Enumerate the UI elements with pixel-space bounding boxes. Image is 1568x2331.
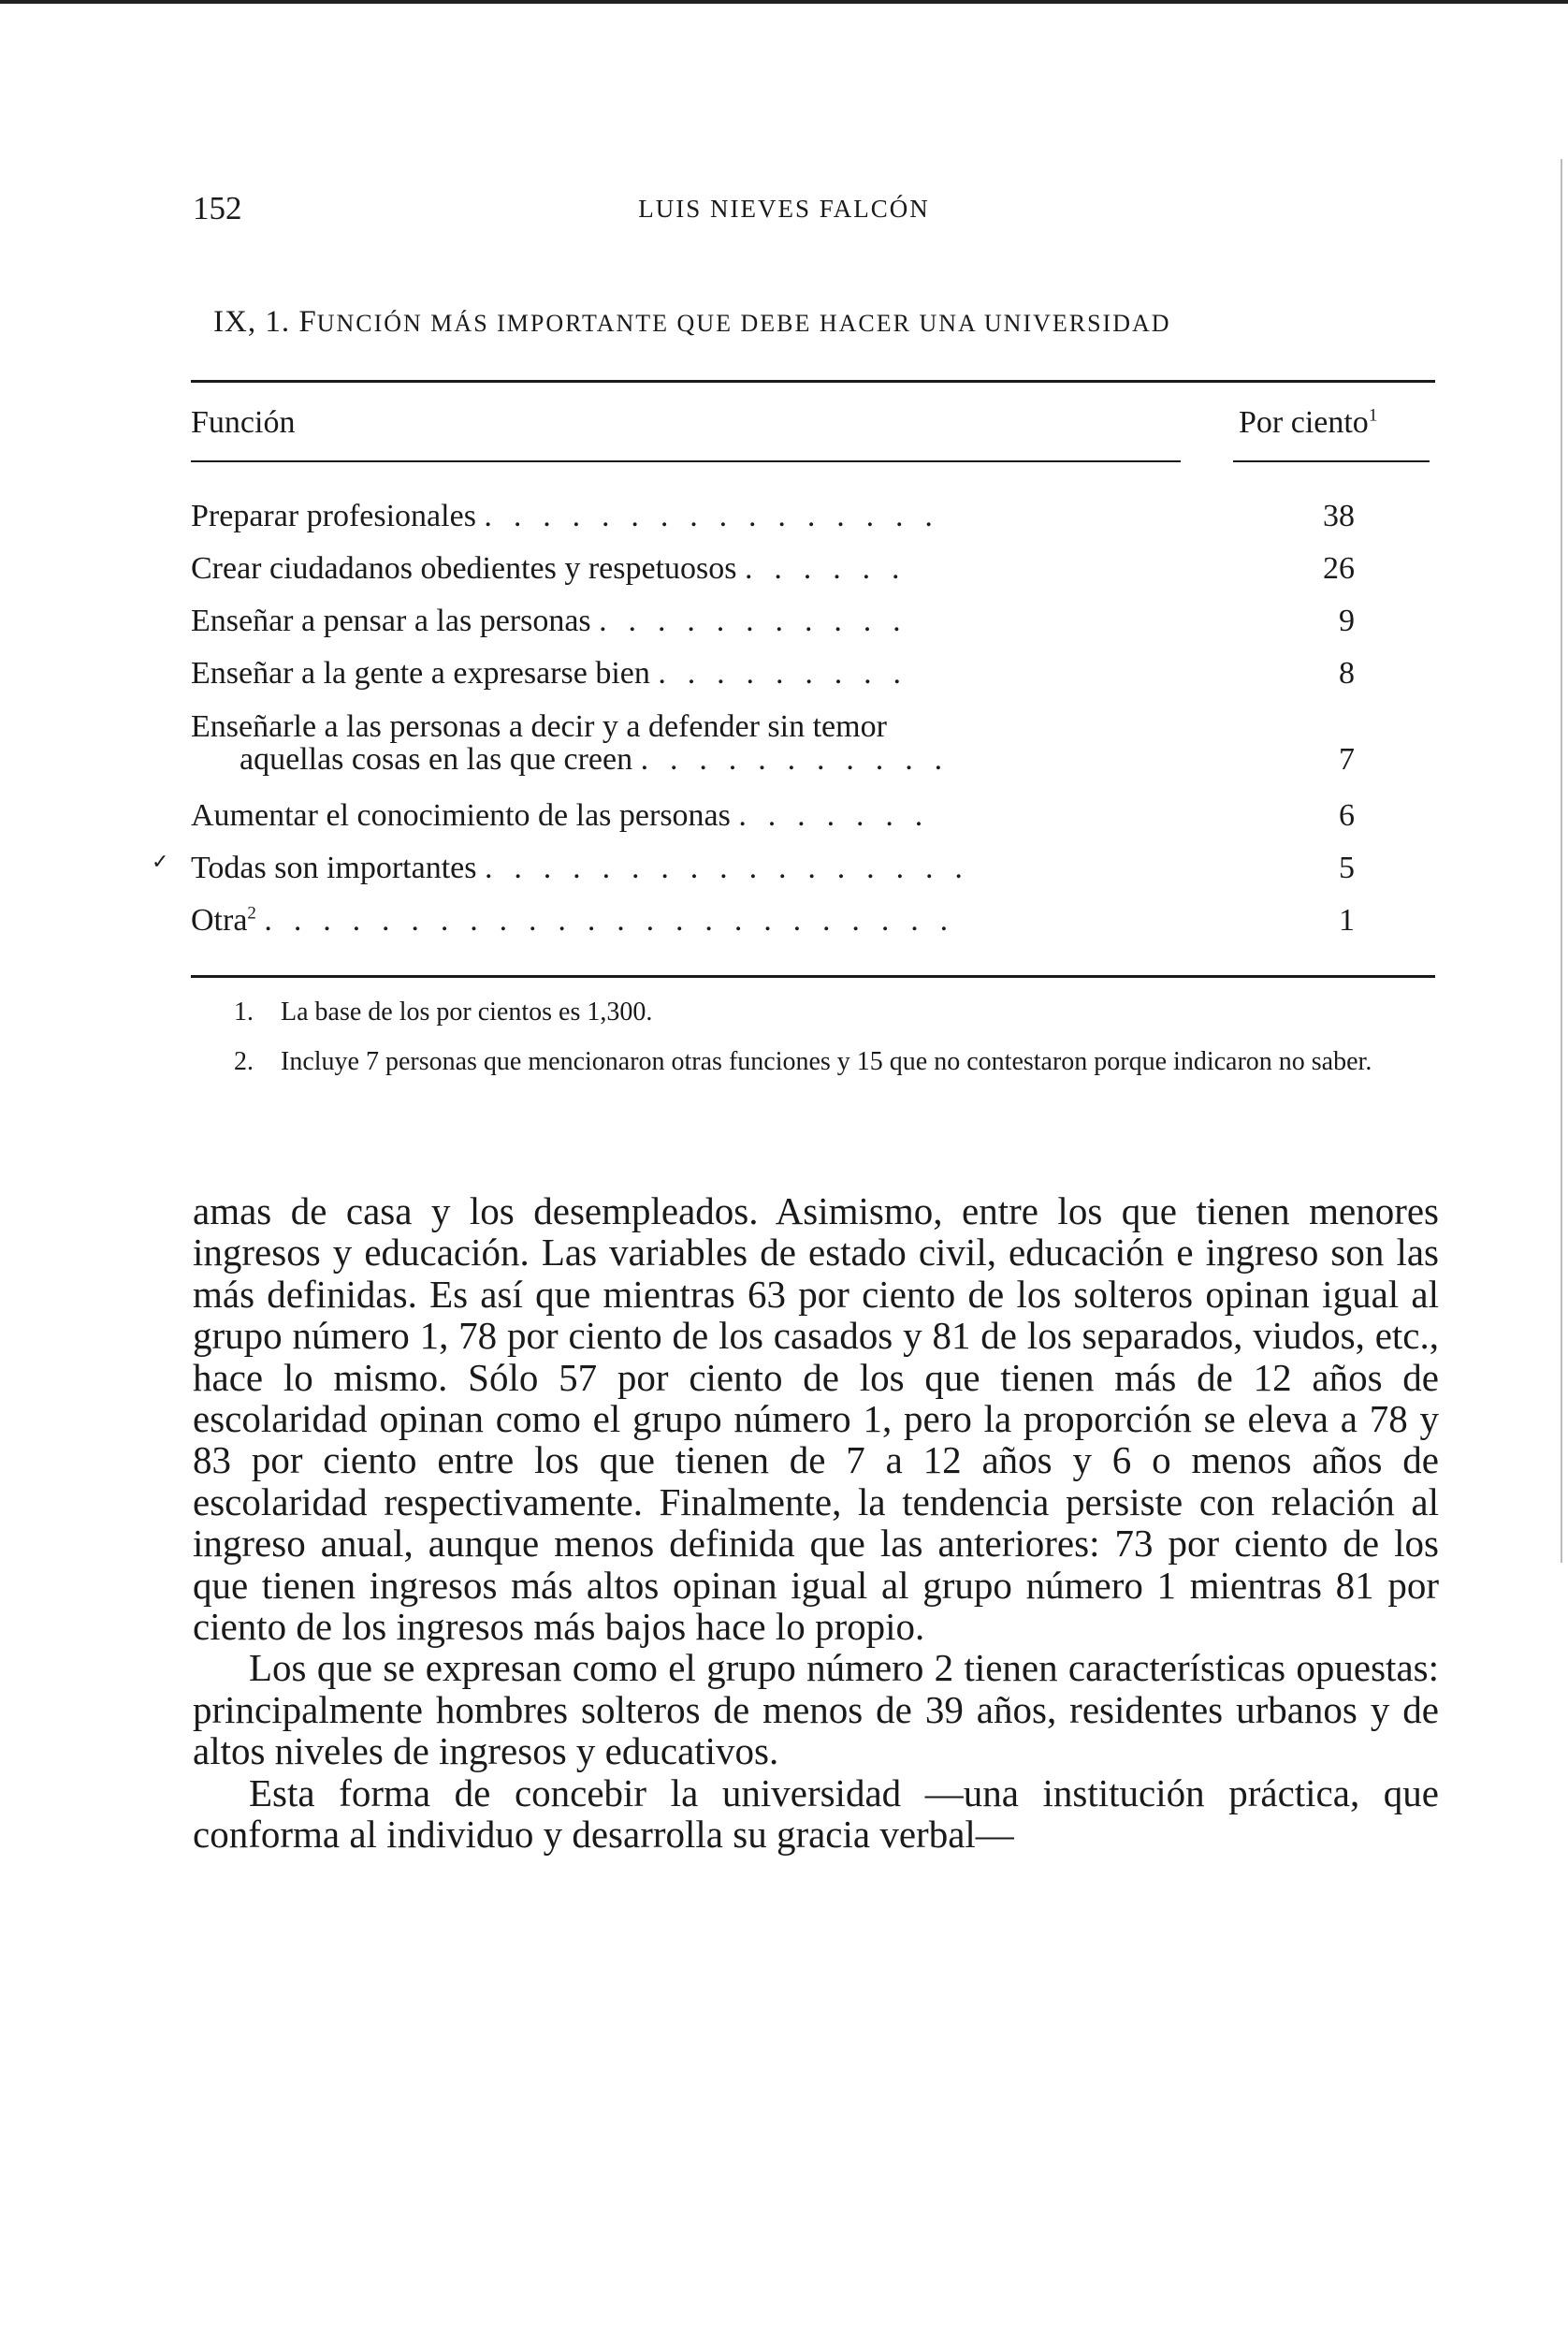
- table-number: IX, 1.: [213, 305, 291, 339]
- table-top-rule: [191, 380, 1435, 383]
- table-row-value: 7: [1339, 742, 1355, 777]
- row-note: 2: [247, 903, 256, 924]
- margin-mark: ✓: [152, 850, 169, 873]
- paragraph: Los que se expresan como el grupo número 2 tienen características opuestas: principalmente hombres solteros de menos de 39 años, residentes urbanos y de altos niveles de ingresos y educativos.: [193, 1646, 1439, 1773]
- page-number: 152: [193, 190, 242, 226]
- footnote: 2. Incluye 7 personas que mencionaron otras funciones y 15 que no contestaron porque indicaron no saber.: [234, 1047, 1372, 1076]
- footnote: 1. La base de los por cientos es 1,300.: [234, 998, 653, 1027]
- paragraph: amas de casa y los desempleados. Asimismo, entre los que tienen menores ingresos y educación. Las variables de estado civil, educación e ingreso son las más definidas. Es así que mientras 63 por ciento de los solteros opinan igual al grupo número 1, 78 por ciento de los casados y 81 de los separados, viudos, etc., hace lo mismo. Sólo 57 por ciento de los que tienen más de 12 años de escolaridad opinan como el grupo número 1, pero la proporción se eleva a 78 y 83 por ciento entre los que tienen de 7 a 12 años y 6 o menos años de escolaridad respectivamente. Finalmente, la tendencia persiste con relación al ingreso anual, aunque menos definida que las anteriores: 73 por ciento de los que tienen ingresos más altos opinan igual al grupo número 1 mientras 81 por ciento de los ingresos más bajos hace lo propio.: [193, 1189, 1439, 1649]
- table-bottom-rule: [191, 975, 1435, 978]
- table-row-label: Enseñar a la gente a expresarse bien . . . . . . . . .: [191, 656, 908, 691]
- table-row-label-continued: aquellas cosas en las que creen . . . . . . . . . . .: [240, 742, 950, 777]
- table-row-value: 6: [1339, 798, 1355, 833]
- table-row-value: 26: [1323, 551, 1355, 586]
- table-row-label: Otra$^2$ . . . . . . . . . . . . . . . . . . . . . . . .: [191, 903, 955, 938]
- table-row-value: 1: [1339, 903, 1355, 938]
- table-title: [213, 305, 1171, 340]
- column-header-percent: [1239, 405, 1377, 441]
- paragraph: Esta forma de concebir la universidad —una institución práctica, que conforma al individuo y desarrolla su gracia verbal—: [193, 1770, 1439, 1857]
- table-title-text: UNCIÓN MÁS IMPORTANTE QUE DEBE HACER UNA UNIVERSIDAD: [316, 310, 1171, 337]
- table-row-value: 9: [1339, 604, 1355, 638]
- column-header-percent-label: Por ciento: [1239, 405, 1369, 440]
- column-header-note: 1: [1368, 405, 1378, 426]
- table-title-initial: F: [298, 305, 317, 339]
- table-row-label: Crear ciudadanos obedientes y respetuosos . . . . . .: [191, 551, 907, 586]
- column-header-function: Función: [191, 405, 296, 440]
- table-row-label: Enseñar a pensar a las personas . . . . . . . . . . .: [191, 604, 907, 638]
- table-row-value: 38: [1323, 499, 1355, 533]
- right-margin-line: [1561, 159, 1562, 1563]
- running-head: LUIS NIEVES FALCÓN: [638, 195, 930, 223]
- table-row-label: Enseñarle a las personas a decir y a defender sin temor: [191, 709, 887, 744]
- body-text: [193, 1190, 1439, 1856]
- table-row-label: Todas son importantes . . . . . . . . . . . . . . . . .: [191, 851, 970, 885]
- table-row-value: 5: [1339, 851, 1355, 885]
- top-border: [0, 0, 1568, 4]
- function-header-rule: [191, 460, 1181, 462]
- table-row-value: 8: [1339, 656, 1355, 691]
- table-row-label: Aumentar el conocimiento de las personas . . . . . . .: [191, 798, 930, 833]
- percent-header-rule: [1233, 460, 1430, 462]
- table-row-label: Preparar profesionales . . . . . . . . . . . . . . . .: [191, 499, 940, 533]
